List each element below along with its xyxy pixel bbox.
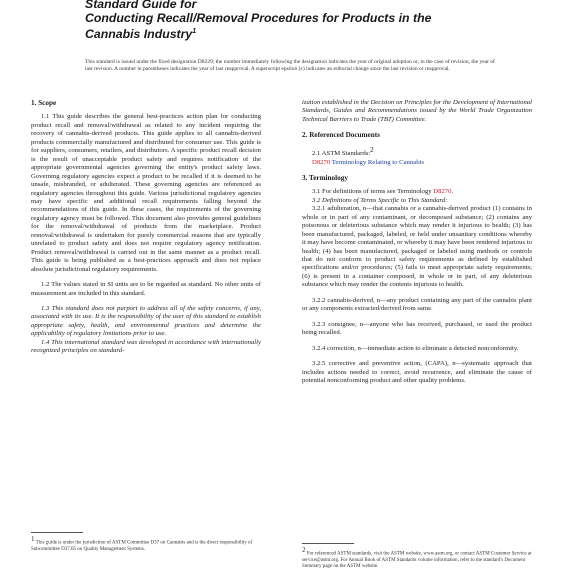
title-line-3-text: Cannabis Industry: [85, 27, 193, 42]
footnote-rule-right: [302, 543, 354, 544]
footnote-2: [302, 547, 532, 570]
footnote-2-marker: 2: [302, 546, 306, 554]
paragraph-3-2: 3.2 Definitions of Terms Specific to This Standard:: [312, 196, 448, 204]
paragraph-3-1-text: 3.1 For definitions of terms see Terminology: [312, 188, 432, 196]
reference-title-link[interactable]: Terminology Relating to Cannabis: [331, 158, 424, 166]
scope-heading: 1. Scope: [31, 99, 57, 107]
definition-cannabis-derived: 3.2.2 cannabis-derived, n—any product containing any part of the cannabis plant or any components extracted/derived from same.: [302, 296, 532, 313]
title-line-1: Standard Guide for: [85, 0, 197, 11]
referenced-documents-heading: 2. Referenced Documents: [302, 131, 380, 140]
definition-adulteration: 3.2.1 adulteration, n—that cannabis or a cannabis-derived product (1) contains in whole or in part of any contaminant, or decomposed substance; (2) contains any poisonous or deleterious substance which may render it injurious to health; (3) has been manufactured, packaged, labeled, or held under unsanitary conditions whereby it may have become contaminated, or whereby it may have been rendered injurious to health; (4) has been manufactured, packaged or labeled using methods or controls that do not conform to product safety requirements as defined by established specifications and/or procedures; (5) fails to meet appropriate safety requirements; (6) is present in a container composed, in whole or in part, of any deleterious substance which may render the contents injurious to health.: [302, 205, 532, 289]
terminology-link[interactable]: D8270: [433, 188, 452, 196]
paragraph-3-1-end: .: [451, 188, 454, 196]
terminology-heading: 3. Terminology: [302, 173, 348, 182]
left-column: [31, 99, 261, 356]
footnote-2-ref: 2: [370, 145, 374, 154]
paragraph-1-4-continued: ization established in the Decision on Principles for the Development of International Standards, Guides and Recommendations issued by the World Trade Organization Technical Barriers to Trade (TBT) Committee.: [302, 99, 532, 123]
paragraph-3-1: [302, 188, 532, 196]
paragraph-1-2: 1.2 The values stated in SI units are to be regarded as standard. No other units of measurement are included in this standard.: [31, 281, 261, 297]
definition-consignee: 3.2.3 consignee, n—anyone who has received, purchased, or used the product being recalled.: [302, 320, 532, 337]
paragraph-2-1-text: 2.1 ASTM Standards:: [312, 150, 371, 158]
footnote-1: [31, 536, 261, 553]
reference-entry: [302, 159, 532, 167]
footnote-rule-left: [31, 532, 83, 533]
reference-code-link[interactable]: D8270: [312, 158, 331, 166]
paragraph-1-3: 1.3 This standard does not purport to address all of the safety concerns, if any, associated with its use. It is the responsibility of the user of this standard to establish appropriate safety, health, and environmental practices and determine the applicability of regulatory limitations prior to use.: [31, 304, 261, 338]
designation-note: This standard is issued under the fixed designation D8229; the number immediately following the designation indicates the year of original adoption or, in the case of revision, the year of last revision. A number in parentheses indicates the year of last reapproval. A superscript epsilon (ε) indicates an editorial change since the last revision or reapproval.: [85, 59, 495, 72]
document-header: [85, 0, 525, 42]
title-line-3: [85, 25, 525, 41]
paragraph-1-4: 1.4 This international standard was developed in accordance with internationally recognized principles on standard-: [31, 338, 261, 355]
definition-correction: 3.2.4 correction, n—immediate action to eliminate a detected nonconformity.: [312, 344, 519, 352]
footnote-2-text: For referenced ASTM standards, visit the ASTM website, www.astm.org, or contact ASTM Customer Service at service@astm.org. For Annual Book of ASTM Standards volume information, refer to the standard's Document Summary page on the ASTM website.: [302, 551, 532, 569]
footnote-1-text: This guide is under the jurisdiction of ASTM Committee D37 on Cannabis and is the direct responsibility of Subcommittee D37.05 on Quality Management Systems.: [31, 540, 253, 552]
paragraph-1-1: 1.1 This guide describes the general best-practices action plan for conducting product recall and removal/withdrawal as related to any incident requiring the recovery of cannabis-derived products. This guide applies to all cannabis-derived products commercially manufactured and distributed for consumer use. This guide is for suppliers, consumers, retailers, and distributors. A specific product recall decision is the result of unacceptable product safety and requires notification of the appropriate governmental agencies governing the entity's product safety laws. Governing regulatory agencies expect a product to be recalled if it is deemed to be unsafe, misbranded, or adulterated. These governing agencies are referenced as regulatory agencies throughout this guide. Various jurisdictional regulatory agencies may have specific and additional recall requirements falling beyond the recommendations of this guide. In these cases, the requirements of the governing regulatory agency must be followed. This document also provides general guidelines for the removal/withdrawal of products from the marketplace. Product removal/withdrawal is undertaken for purely commercial reasons that are typically unrelated to product safety and does not require regulatory agency notification. Product removal/withdrawal is carried out in the same manner as a product recall. This guide is being published as a best-practices approach and does not replace absolute jurisdictional regulatory requirements.: [31, 113, 261, 273]
title-footnote-marker: 1: [192, 28, 197, 36]
right-column: [302, 99, 532, 385]
paragraph-2-1: [302, 146, 532, 159]
definition-capa: 3.2.5 corrective and preventive action, (CAPA), n—systematic approach that includes actions needed to correct, avoid recurrence, and eliminate the cause of potential nonconforming product and other quality problems.: [302, 360, 532, 385]
footnote-1-marker: 1: [31, 535, 35, 543]
title-line-2: Conducting Recall/Removal Procedures for Products in the: [85, 11, 432, 26]
